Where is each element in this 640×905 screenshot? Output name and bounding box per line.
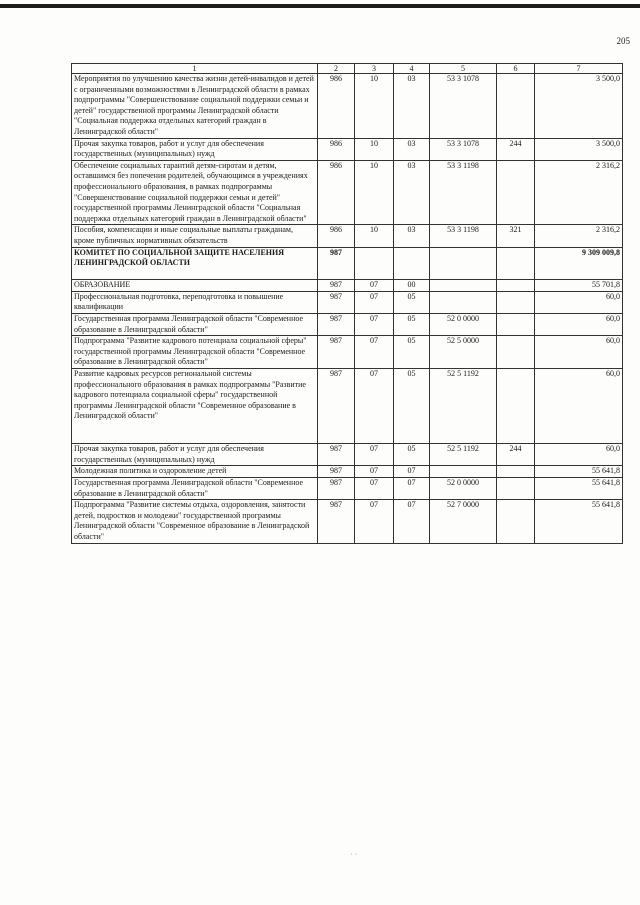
row-expense-type <box>497 336 535 369</box>
row-name <box>72 74 318 139</box>
row-section-text: 07 <box>370 291 378 301</box>
row-target-article <box>430 336 497 369</box>
row-section-text: 10 <box>370 138 378 148</box>
row-subsection-text: 07 <box>407 500 416 510</box>
row-section <box>355 225 394 247</box>
row-section <box>355 247 394 280</box>
top-rule <box>0 4 640 8</box>
row-name-text: Пособия, компенсации и иные социальные выплаты гражданам, кроме публичных нормативных обязательств <box>74 225 293 245</box>
row-expense-type <box>497 466 535 478</box>
row-subsection <box>394 138 430 160</box>
row-expense-type <box>497 247 535 280</box>
row-subsection <box>394 291 430 313</box>
row-admin-code <box>318 247 355 280</box>
row-target-article <box>430 247 497 280</box>
row-subsection-text: 07 <box>407 466 416 476</box>
row-admin-code <box>318 160 355 225</box>
row-subsection <box>394 444 430 466</box>
row-section-text: 07 <box>370 500 378 510</box>
row-section <box>355 500 394 543</box>
row-amount <box>535 477 623 499</box>
row-admin-code-text: 987 <box>330 444 342 454</box>
row-target-article-text: 52 0 0000 <box>447 314 479 324</box>
row-amount <box>535 138 623 160</box>
row-admin-code <box>318 336 355 369</box>
row-amount <box>535 314 623 336</box>
row-expense-type <box>497 314 535 336</box>
row-name-text: ОБРАЗОВАНИЕ <box>74 280 131 290</box>
row-admin-code <box>318 74 355 139</box>
row-section <box>355 314 394 336</box>
row-section <box>355 369 394 444</box>
row-section <box>355 160 394 225</box>
row-subsection-text: 03 <box>407 138 416 148</box>
row-subsection <box>394 74 430 139</box>
row-target-article <box>430 225 497 247</box>
row-target-article-text: 52 7 0000 <box>447 500 479 510</box>
row-subsection <box>394 247 430 280</box>
row-section-text: 07 <box>370 314 378 324</box>
row-target-article <box>430 444 497 466</box>
column-header: 4 <box>394 64 430 74</box>
row-subsection-text: 03 <box>407 74 416 83</box>
row-section <box>355 280 394 292</box>
row-name <box>72 444 318 466</box>
row-admin-code <box>318 138 355 160</box>
row-section <box>355 466 394 478</box>
row-section-text: 07 <box>370 369 378 379</box>
row-section <box>355 74 394 139</box>
row-section <box>355 477 394 499</box>
row-subsection <box>394 160 430 225</box>
row-target-article-text: 52 5 0000 <box>447 336 479 346</box>
row-admin-code-text: 986 <box>330 74 342 83</box>
table-row <box>72 336 623 369</box>
row-expense-type <box>497 369 535 444</box>
row-name <box>72 160 318 225</box>
row-admin-code <box>318 291 355 313</box>
row-amount <box>535 369 623 444</box>
column-header: 7 <box>535 64 623 74</box>
row-expense-type <box>497 138 535 160</box>
row-target-article <box>430 280 497 292</box>
row-section-text: 07 <box>370 280 378 290</box>
row-name-text: Государственная программа Ленинградской области "Современное образование в Ленинградской области" <box>74 314 304 334</box>
row-name <box>72 477 318 499</box>
row-target-article-text: 52 0 0000 <box>447 477 479 487</box>
row-expense-type <box>497 291 535 313</box>
row-section-text: 07 <box>370 477 378 487</box>
row-subsection-text: 00 <box>407 280 416 290</box>
row-admin-code-text: 987 <box>330 466 342 476</box>
row-expense-type <box>497 225 535 247</box>
table-row <box>72 444 623 466</box>
row-subsection <box>394 336 430 369</box>
page-number: 205 <box>616 36 630 46</box>
row-name-text: Развитие кадровых ресурсов региональной системы профессионального образования в рамках подпрограммы "Развитие кадрового потенциала социальной сферы" государственной программы Ленинградской области "Современное образование в Ленинградской области" <box>74 369 306 421</box>
row-expense-type-text: 244 <box>509 444 522 454</box>
row-section <box>355 336 394 369</box>
row-section <box>355 291 394 313</box>
row-target-article-text: 52 5 1192 <box>447 369 479 379</box>
row-amount-text: 2 316,2 <box>596 160 620 170</box>
column-header-row <box>72 64 623 74</box>
row-subsection <box>394 369 430 444</box>
row-name-text: Молодежная политика и оздоровление детей <box>74 466 227 476</box>
row-target-article-text: 52 5 1192 <box>447 444 479 454</box>
table-row <box>72 74 623 139</box>
row-amount-text: 60,0 <box>606 314 620 324</box>
row-amount <box>535 280 623 292</box>
row-name-text: Подпрограмма "Развитие кадрового потенциала социальной сферы" государственной программы Ленинградской области "Современное образование в Ленинградской области" <box>74 336 307 367</box>
row-amount-text: 60,0 <box>606 369 620 379</box>
row-target-article <box>430 138 497 160</box>
row-admin-code-text: 987 <box>330 336 342 346</box>
row-name-text: Государственная программа Ленинградской области "Современное образование в Ленинградской области" <box>74 477 304 498</box>
row-subsection-text: 05 <box>407 291 416 301</box>
row-amount <box>535 291 623 313</box>
row-admin-code <box>318 444 355 466</box>
row-amount <box>535 225 623 247</box>
row-amount-text: 9 309 009,8 <box>582 247 620 257</box>
table-row <box>72 477 623 499</box>
row-name-text: Обеспечение социальных гарантий детям-сиротам и детям, оставшимся без попечения родителей, обучающимся в учреждениях профессионального образования, в рамках подпрограммы "Совершенствование социальной поддержки семьи и детей" государственной программы Ленинградской области "Социальная поддержка отдельных категорий граждан в Ленинградской области" <box>74 160 308 223</box>
row-admin-code-text: 987 <box>330 247 342 257</box>
row-amount-text: 55 641,8 <box>592 477 620 487</box>
row-subsection <box>394 500 430 543</box>
row-subsection-text: 05 <box>407 444 416 454</box>
column-header: 3 <box>355 64 394 74</box>
table-row <box>72 314 623 336</box>
row-admin-code <box>318 314 355 336</box>
row-name <box>72 138 318 160</box>
row-expense-type <box>497 477 535 499</box>
table-row <box>72 247 623 280</box>
row-admin-code-text: 987 <box>330 280 342 290</box>
row-name <box>72 291 318 313</box>
row-target-article <box>430 314 497 336</box>
row-target-article <box>430 369 497 444</box>
row-subsection <box>394 225 430 247</box>
row-expense-type <box>497 74 535 139</box>
row-name-text: Подпрограмма "Развитие системы отдыха, оздоровления, занятости детей, подростков и молодежи" государственной программы Ленинградской области "Современное образование в Ленинградской области" <box>74 500 310 541</box>
row-target-article-text: 53 3 1078 <box>447 74 479 83</box>
row-subsection-text: 07 <box>407 477 416 487</box>
table-row <box>72 138 623 160</box>
row-subsection <box>394 314 430 336</box>
row-subsection <box>394 477 430 499</box>
table-row <box>72 500 623 543</box>
row-amount-text: 55 641,8 <box>592 466 620 476</box>
row-admin-code <box>318 500 355 543</box>
row-amount-text: 60,0 <box>606 444 620 454</box>
row-target-article <box>430 500 497 543</box>
row-expense-type <box>497 444 535 466</box>
row-amount-text: 55 641,8 <box>592 500 620 510</box>
row-amount-text: 55 701,8 <box>592 280 620 290</box>
table-row <box>72 369 623 444</box>
row-target-article <box>430 477 497 499</box>
row-section-text: 07 <box>370 444 378 454</box>
row-subsection <box>394 466 430 478</box>
budget-table <box>71 63 623 544</box>
row-admin-code-text: 986 <box>330 225 342 235</box>
row-name-text: КОМИТЕТ ПО СОЦИАЛЬНОЙ ЗАЩИТЕ НАСЕЛЕНИЯ ЛЕНИНГРАДСКОЙ ОБЛАСТИ <box>74 247 284 268</box>
row-name <box>72 369 318 444</box>
row-admin-code-text: 987 <box>330 314 342 324</box>
row-amount <box>535 500 623 543</box>
row-name-text: Профессиональная подготовка, переподготовка и повышение квалификации <box>74 291 284 312</box>
row-name-text: Прочая закупка товаров, работ и услуг для обеспечения государственных (муниципальных) нужд <box>74 444 264 464</box>
row-section-text: 10 <box>370 225 378 235</box>
row-admin-code-text: 987 <box>330 477 342 487</box>
row-admin-code <box>318 466 355 478</box>
row-subsection-text: 05 <box>407 336 416 346</box>
row-admin-code <box>318 477 355 499</box>
row-section-text: 07 <box>370 336 378 346</box>
row-expense-type-text: 244 <box>509 138 522 148</box>
column-header: 6 <box>497 64 535 74</box>
row-expense-type <box>497 280 535 292</box>
row-section-text: 07 <box>370 466 378 476</box>
table-row <box>72 466 623 478</box>
row-amount <box>535 74 623 139</box>
row-amount-text: 3 500,0 <box>596 138 620 148</box>
row-name <box>72 336 318 369</box>
row-admin-code-text: 987 <box>330 500 342 510</box>
row-target-article-text: 53 3 1198 <box>447 225 479 235</box>
row-admin-code-text: 987 <box>330 369 342 379</box>
scan-marks: · · <box>350 850 358 859</box>
column-header: 2 <box>318 64 355 74</box>
row-admin-code-text: 986 <box>330 138 342 148</box>
row-subsection-text: 03 <box>407 225 416 235</box>
row-subsection-text: 03 <box>407 160 416 170</box>
row-admin-code-text: 987 <box>330 291 342 301</box>
row-name <box>72 280 318 292</box>
row-amount <box>535 444 623 466</box>
row-amount <box>535 247 623 280</box>
row-name <box>72 225 318 247</box>
row-amount <box>535 466 623 478</box>
row-subsection-text: 05 <box>407 369 416 379</box>
row-target-article-text: 53 3 1078 <box>447 138 479 148</box>
row-target-article-text: 53 3 1198 <box>447 160 479 170</box>
row-amount-text: 3 500,0 <box>596 74 620 83</box>
row-amount <box>535 160 623 225</box>
table-row <box>72 160 623 225</box>
table-row <box>72 291 623 313</box>
row-subsection-text: 05 <box>407 314 416 324</box>
row-subsection <box>394 280 430 292</box>
row-admin-code-text: 986 <box>330 160 342 170</box>
row-target-article <box>430 466 497 478</box>
row-amount-text: 60,0 <box>606 336 620 346</box>
row-admin-code <box>318 280 355 292</box>
column-header: 1 <box>72 64 318 74</box>
column-header: 5 <box>430 64 497 74</box>
row-name-text: Прочая закупка товаров, работ и услуг для обеспечения государственных (муниципальных) нужд <box>74 138 264 159</box>
row-expense-type <box>497 160 535 225</box>
row-target-article <box>430 160 497 225</box>
row-expense-type-text: 321 <box>509 225 522 235</box>
row-name-text: Мероприятия по улучшению качества жизни детей-инвалидов и детей с ограниченными возможностями в Ленинградской области в рамках подпрограммы "Совершенствование социальной поддержки семьи и детей" государственной программы Ленинградской области "Социальная поддержка отдельных категорий граждан в Ленинградской области" <box>74 74 314 136</box>
table-row <box>72 225 623 247</box>
row-admin-code <box>318 225 355 247</box>
row-section <box>355 138 394 160</box>
row-amount <box>535 336 623 369</box>
row-target-article <box>430 291 497 313</box>
row-name <box>72 247 318 280</box>
row-target-article <box>430 74 497 139</box>
row-name <box>72 466 318 478</box>
row-section-text: 10 <box>370 160 378 170</box>
row-name <box>72 500 318 543</box>
table-row <box>72 280 623 292</box>
row-section <box>355 444 394 466</box>
row-amount-text: 2 316,2 <box>596 225 620 235</box>
row-admin-code <box>318 369 355 444</box>
row-name <box>72 314 318 336</box>
row-amount-text: 60,0 <box>606 291 620 301</box>
row-section-text: 10 <box>370 74 378 83</box>
row-expense-type <box>497 500 535 543</box>
